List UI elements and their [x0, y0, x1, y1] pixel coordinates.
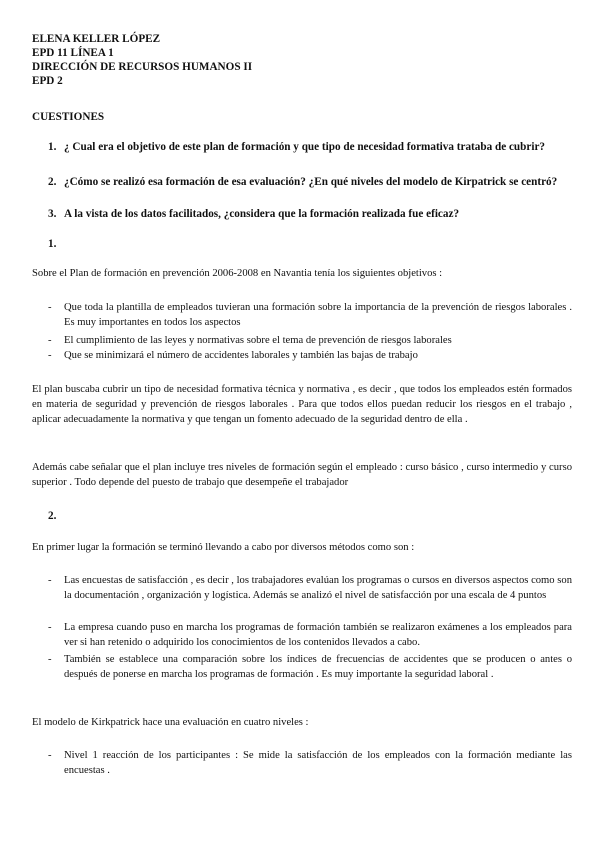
question-text: ¿Cómo se realizó esa formación de esa evaluación? ¿En qué niveles del modelo de Kirpatrick se centró?: [64, 176, 558, 188]
list-item-text: La empresa cuando puso en marcha los programas de formación también se realizaron exámenes a los empleados para ver si han retenido o adquirido los conocimientos de los contenidos llevados a cabo.: [64, 622, 572, 648]
list-item: [48, 300, 572, 330]
epd-label: EPD 2: [32, 75, 63, 87]
list-item-text: Que toda la plantilla de empleados tuvieran una formación sobre la importancia de la prevención de riesgos laborales . Es muy importantes en todos los aspectos: [64, 302, 572, 328]
bullet-dash: -: [48, 335, 52, 346]
course-title: DIRECCIÓN DE RECURSOS HUMANOS II: [32, 61, 253, 73]
question-number: 1.: [48, 141, 57, 153]
question-item: [48, 207, 572, 221]
question-number: 3.: [48, 208, 57, 220]
bullet-dash: -: [48, 575, 52, 586]
list-item-text: El cumplimiento de las leyes y normativas sobre el tema de prevención de riesgos laborales: [64, 335, 452, 346]
bullet-dash: -: [48, 654, 52, 665]
author-name: ELENA KELLER LÓPEZ: [32, 33, 161, 45]
answer-1-number: 1.: [48, 238, 57, 250]
question-text: A la vista de los datos facilitados, ¿considera que la formación realizada fue eficaz?: [64, 208, 460, 220]
list-item-text: Las encuestas de satisfacción , es decir , los trabajadores evalúan los programas o cursos en diversos aspectos como son la documentación , organización y logística. Además se analizó el nivel de satisfacción por una escala de 4 puntos: [64, 575, 572, 601]
list-item-text: Nivel 1 reacción de los participantes : Se mide la satisfacción de los empleados con la formación mediante las encuestas .: [64, 750, 572, 776]
list-item: [48, 620, 572, 650]
answer-1-paragraph: El plan buscaba cubrir un tipo de necesidad formativa técnica y normativa , es decir , que todos los empleados estén formados en materia de seguridad y prevención de riesgos laborales . Para que todos ellos puedan reducir los riesgos en el trabajo , aplicar adecuadamente la normativa y que tengan un fomento adecuado de la seguridad dentro de ella .: [32, 384, 572, 425]
bullet-dash: -: [48, 350, 52, 361]
answer-2-number: 2.: [48, 510, 57, 522]
list-item: [48, 748, 572, 778]
bullet-dash: -: [48, 302, 52, 313]
section-title: CUESTIONES: [32, 111, 105, 123]
answer-1-intro: Sobre el Plan de formación en prevención 2006-2008 en Navantia tenía los siguientes objetivos :: [32, 268, 443, 279]
question-number: 2.: [48, 176, 57, 188]
list-item: [48, 348, 572, 363]
list-item-text: Que se minimizará el número de accidentes laborales y también las bajas de trabajo: [64, 350, 418, 361]
list-item: [48, 333, 572, 348]
answer-1-paragraph: Además cabe señalar que el plan incluye tres niveles de formación según el empleado : curso básico , curso intermedio y curso superior . Todo depende del puesto de trabajo que desempeñe el trabajador: [32, 462, 572, 488]
group-line: EPD 11 LÍNEA 1: [32, 47, 114, 59]
list-item: [48, 573, 572, 603]
question-item: [48, 140, 572, 154]
list-item-text: También se establece una comparación sobre los índices de frecuencias de accidentes que se producen o antes o después de ponerse en marcha los programas de formación . Es muy importante la seguridad laboral .: [64, 654, 572, 680]
list-item: [48, 652, 572, 682]
bullet-dash: -: [48, 750, 52, 761]
question-item: [48, 175, 572, 189]
kirkpatrick-intro: El modelo de Kirkpatrick hace una evaluación en cuatro niveles :: [32, 717, 309, 728]
question-text: ¿ Cual era el objetivo de este plan de formación y que tipo de necesidad formativa trataba de cubrir?: [64, 141, 546, 153]
answer-2-intro: En primer lugar la formación se terminó llevando a cabo por diversos métodos como son :: [32, 542, 415, 553]
bullet-dash: -: [48, 622, 52, 633]
